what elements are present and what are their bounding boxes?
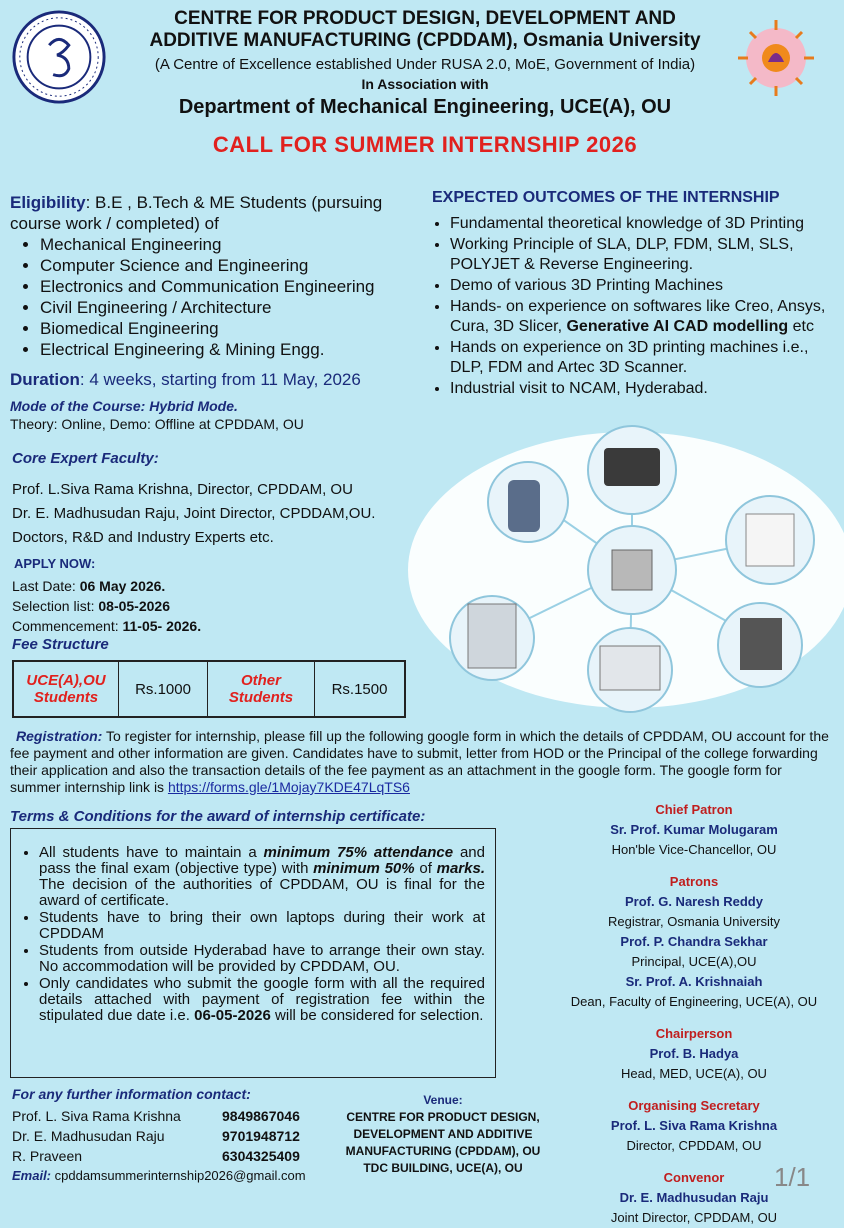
contact-heading: For any further information contact: (12, 1086, 251, 1102)
list-item: Doctors, R&D and Industry Experts etc. (12, 529, 274, 546)
list-item: Dr. E. Madhusudan Raju 9701948712 (12, 1128, 300, 1144)
nhem-logo (712, 6, 840, 116)
outcomes-heading: EXPECTED OUTCOMES OF THE INTERNSHIP (432, 189, 780, 206)
important-dates: Last Date: 06 May 2026. Selection list: 08-05-2026 Commencement: 11-05- 2026. (12, 578, 202, 634)
fee-amount-internal: Rs.1000 (119, 662, 208, 716)
branch-list (10, 234, 420, 360)
apply-heading: APPLY NOW: (14, 556, 96, 571)
fee-category-other: Other Students (208, 662, 315, 716)
list-item: • Electrical Engineering & Mining Engg. (40, 339, 420, 360)
list-item: • Students from outside Hyderabad have to arrange their own stay. No accommodation will be provided by CPDDAM, OU. (39, 943, 485, 975)
contact-list (12, 1106, 300, 1166)
list-item: • Demo of various 3D Printing Machines (450, 276, 837, 296)
list-item: • Industrial visit to NCAM, Hyderabad. (450, 379, 837, 399)
faculty-list (12, 478, 375, 550)
list-item: Prof. L. Siva Rama Krishna 9849867046 (12, 1108, 300, 1124)
centre-title: CENTRE FOR PRODUCT DESIGN, DEVELOPMENT AND ADDITIVE MANUFACTURING (CPDDAM), Osmania University (149, 8, 701, 51)
centre-subtitle: (A Centre of Excellence established Under RUSA 2.0, MoE, Government of India) (154, 56, 696, 73)
call-title: CALL FOR SUMMER INTERNSHIP 2026 (212, 132, 638, 157)
registration-paragraph: Registration: To register for internship, please fill up the following google form in which the details of CPDDAM, OU account for the fee payment and other information are given. Candidates have to submit, letter from HOD or the Principal of the college forwarding their application and also the transaction details of the fee payment as an attachment in the google form. The google form for summer internship link is https://forms.gle/1Mojay7KDE47LqTS6 (10, 728, 829, 795)
list-item: • Electronics and Communication Engineering (40, 276, 420, 297)
fee-amount-other: Rs.1500 (331, 680, 388, 698)
terms-heading: Terms & Conditions for the award of internship certificate: (10, 808, 426, 825)
duration: Duration: 4 weeks, starting from 11 May, 2026 (10, 370, 361, 389)
faculty-heading: Core Expert Faculty: (12, 450, 159, 467)
osmania-university-logo (10, 8, 108, 106)
outcomes-section (432, 188, 837, 400)
list-item: • Biomedical Engineering (40, 318, 420, 339)
list-item: • Fundamental theoretical knowledge of 3D Printing (450, 214, 837, 234)
fee-category-internal: UCE(A),OU Students (14, 662, 119, 716)
list-item: • Students have to bring their own laptops during their work at CPDDAM (39, 910, 485, 942)
patrons-panel: Chief Patron Sr. Prof. Kumar Molugaram Hon'ble Vice-Chancellor, OU Patrons Prof. G. Naresh Reddy Registrar, Osmania University Prof. P. Chandra Sekhar Principal, UCE(A),OU Sr. Prof. A. Krishnaiah Dean, Faculty of Engineering, UCE(A), OU Chairperson Prof. B. Hadya Head, MED, UCE(A), OU Organising Secretary Prof. L. Siva Rama Krishna Director, CPDDAM, OU Convenor Dr. E. Madhusudan Raju Joint Director, CPDDAM, OU (570, 802, 818, 1225)
course-mode: Mode of the Course: Hybrid Mode. (10, 398, 238, 414)
fee-heading: Fee Structure (12, 636, 109, 653)
eligibility-section (10, 192, 420, 360)
list-item: R. Praveen 6304325409 (12, 1148, 300, 1164)
course-mode-detail: Theory: Online, Demo: Offline at CPDDAM, OU (10, 416, 304, 432)
page-indicator: 1/1 (774, 1162, 811, 1192)
fee-table (12, 660, 406, 718)
department-title: Department of Mechanical Engineering, UCE(A), OU (178, 96, 672, 118)
contact-email: Email: cpddamsummerinternship2026@gmail.com (12, 1168, 306, 1183)
venue: Venue: CENTRE FOR PRODUCT DESIGN, DEVELOPMENT AND ADDITIVE MANUFACTURING (CPDDAM), OU TDC BUILDING, UCE(A), OU (345, 1093, 541, 1175)
list-item: • Hands on experience on 3D printing machines i.e., DLP, FDM and Artec 3D Scanner. (450, 338, 837, 378)
3d-printers-graphic (400, 420, 844, 720)
list-item: Prof. L.Siva Rama Krishna, Director, CPDDAM, OU (12, 481, 353, 498)
terms-box (10, 828, 496, 1078)
eligibility-label: Eligibility (10, 193, 86, 212)
list-item: • Civil Engineering / Architecture (40, 297, 420, 318)
list-item: • Computer Science and Engineering (40, 255, 420, 276)
list-item: • Mechanical Engineering (40, 234, 420, 255)
list-item: • Working Principle of SLA, DLP, FDM, SLM, SLS, POLYJET & Reverse Engineering. (450, 235, 837, 275)
list-item: • Only candidates who submit the google form with all the required details attached with payment of registration fee within the stipulated due date i.e. 06-05-2026 will be considered for selection. (39, 976, 485, 1024)
list-item: Dr. E. Madhusudan Raju, Joint Director, CPDDAM,OU. (12, 505, 376, 522)
google-form-link[interactable]: https://forms.gle/1Mojay7KDE47LqTS6 (167, 779, 410, 795)
association-label: In Association with (361, 76, 489, 92)
eligibility-text: : B.E , B.Tech & ME Students (pursuing course work / completed) of (10, 193, 383, 233)
list-item: • Hands- on experience on softwares like Creo, Ansys, Cura, 3D Slicer, Generative AI CAD modelling etc (450, 297, 837, 337)
list-item: • All students have to maintain a minimum 75% attendance and pass the final exam (objective type) with minimum 50% of marks. The decision of the authorities of CPDDAM, OU is final for the award of certificate. (39, 845, 485, 909)
